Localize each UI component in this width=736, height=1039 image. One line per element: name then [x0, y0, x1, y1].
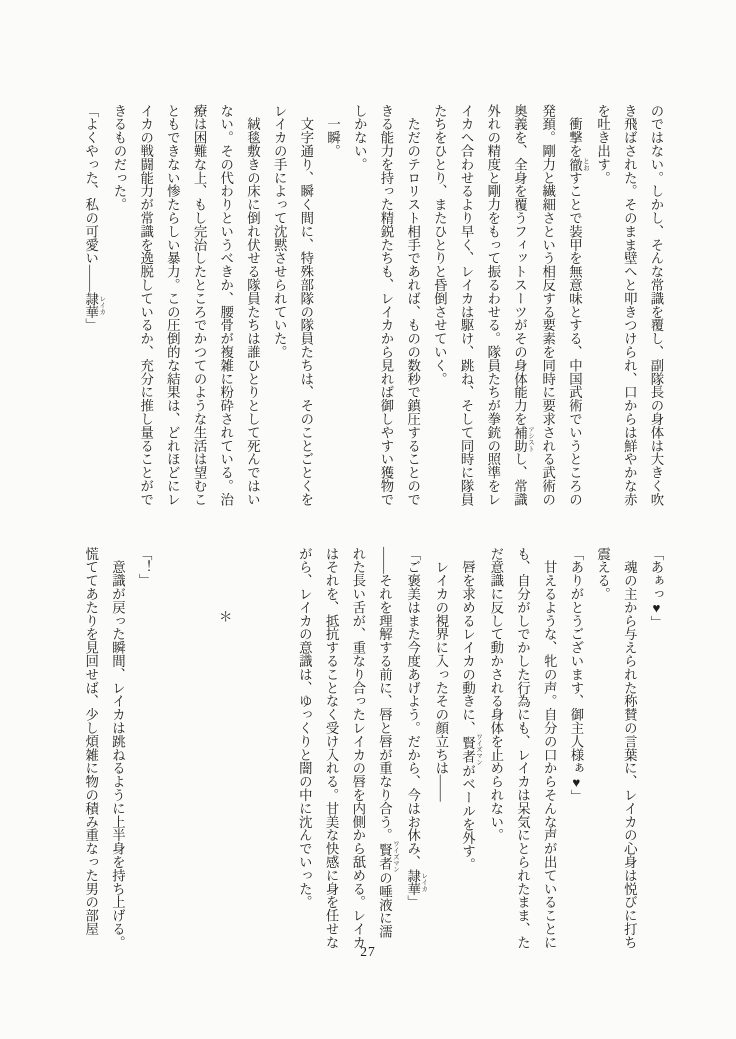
text-line: イカの戦闘能力が常識を逸脱しているか、充分に推し量ることがで [138, 104, 154, 506]
ruby-annotation: 賢者 ワイズマン [460, 733, 483, 766]
text-line: 慌ててあたりを見回せば、少し煩雑に物の積み重なった男の部屋 [83, 547, 99, 936]
text-line: きる能力を持った精鋭たちも、レイカから見れば御しやすい獲物で [378, 104, 394, 506]
text-line: きるものだった。 [111, 104, 127, 212]
text-line: 発頚。剛力と繊細さという相反する要素を同時に要求される武術の [540, 104, 556, 506]
text-block-bottom [77, 547, 669, 951]
ruby-annotation: 賢者 ワイズマン [377, 840, 399, 873]
text-line: 甘えるような、牝の声。自分の口からそんな声が出ていることに [542, 547, 558, 949]
text-line: も、自分がしでかした行為にも、レイカは呆気にとられたまま、た [515, 547, 531, 949]
text-line: 「あぁっ♥」 [649, 547, 664, 629]
text-line: 震える。 [595, 547, 611, 601]
text-line: はそれを、抵抗することなく受け入れる。甘美な快感に身を任せな [324, 547, 340, 949]
ruby-annotation: 補助 アシスト [512, 425, 534, 453]
text-line: き飛ばされた。そのまま壁へと叩きつけられ、口からは鮮やかな赤 [622, 104, 638, 506]
text-line: だ意識に反して動かされる身体を止められない。 [488, 547, 504, 842]
text-line: 一瞬。 [325, 104, 341, 158]
text-line: がら、レイカの意識は、ゆっくりと闇の中に沈んでいった。 [297, 547, 313, 909]
text-line [157, 547, 184, 951]
text-line: 「！」 [137, 547, 153, 588]
text-line: を吐き出す。 [595, 104, 611, 185]
text-line: ない。その代わりというべきか、腰骨が複雑に粉砕されている。治 [218, 104, 234, 506]
ruby-annotation: 徹 とお [567, 157, 589, 172]
text-line: ともできない惨たらしい暴力。この圧倒的な結果は、どれほどにレ [165, 104, 181, 506]
text-line: のではない。しかし、そんな常識を覆し、副隊長の身体は大きく吹 [649, 104, 664, 506]
page-number: 27 [360, 944, 376, 959]
text-line: 絨毯敷きの床に倒れ伏せる隊員たちは誰ひとりとして死んではい [245, 104, 261, 506]
text-block-top [77, 104, 669, 508]
text-line [237, 547, 264, 951]
text-line: たちをひとり、またひとりと昏倒させていく。 [432, 104, 448, 386]
text-line: 療は困難な上、もし完治したところでかつてのような生活は望むこ [192, 104, 208, 506]
text-line: レイカの視界に入ったその顔立ちは―― [433, 547, 449, 802]
text-line: 「ありがとうございます、御主人様ぁ♥」 [568, 547, 584, 804]
ruby-annotation: 隷華 レイカ [83, 291, 106, 319]
text-line: ――それを理解する前に、唇と唇が重なり合う。賢者 ワイズマンの唾液に濡 [377, 547, 399, 939]
text-line: 奥義を、全身を覆うフィットスーツがその身体能力を補助 アシストし、常識 [512, 104, 534, 507]
text-line: しかない。 [352, 104, 368, 171]
text-line: 「よくやった、私の可愛い――隷華 レイカ」 [83, 104, 106, 332]
text-line [184, 547, 211, 951]
text-line: 魂の主から与えられた称賛の言葉に、レイカの心身は悦びに打ち [622, 547, 638, 949]
text-line: 「ご褒美はまた今度あげよう。だから、今はお休み、隷華 レイカ」 [405, 547, 428, 909]
text-line: ＊ [217, 610, 233, 624]
text-line [264, 547, 291, 951]
text-line: 外れの精度と剛力をもって振るわせる。隊員たちが拳銃の照準をレ [485, 104, 501, 506]
text-line: 意識が戻った瞬間、レイカは跳ねるように上半身を持ち上げる。 [110, 547, 126, 949]
text-line: イカへ合わせるより早く、レイカは駆け、跳ね、そして同時に隊員 [459, 104, 475, 506]
text-line: 唇を求めるレイカの動きに、賢者 ワイズマンがベールを外す。 [460, 547, 483, 872]
text-line: 衝撃を徹 とおすことで装甲を無意味とする、中国武術でいうところの [567, 104, 589, 507]
text-line: れた長い舌が、重なり合ったレイカの唇を内側から舐める。レイカ [350, 547, 366, 949]
text-line: レイカの手によって沈黙させられていた。 [272, 104, 288, 359]
text-line: 文字通り、瞬く間に、特殊部隊の隊員たちは、そのことごとくを [298, 104, 314, 506]
text-line: ただのテロリスト相手であれば、ものの数秒で鎮圧することので [405, 104, 421, 506]
ruby-annotation: 隷華 レイカ [405, 868, 428, 896]
